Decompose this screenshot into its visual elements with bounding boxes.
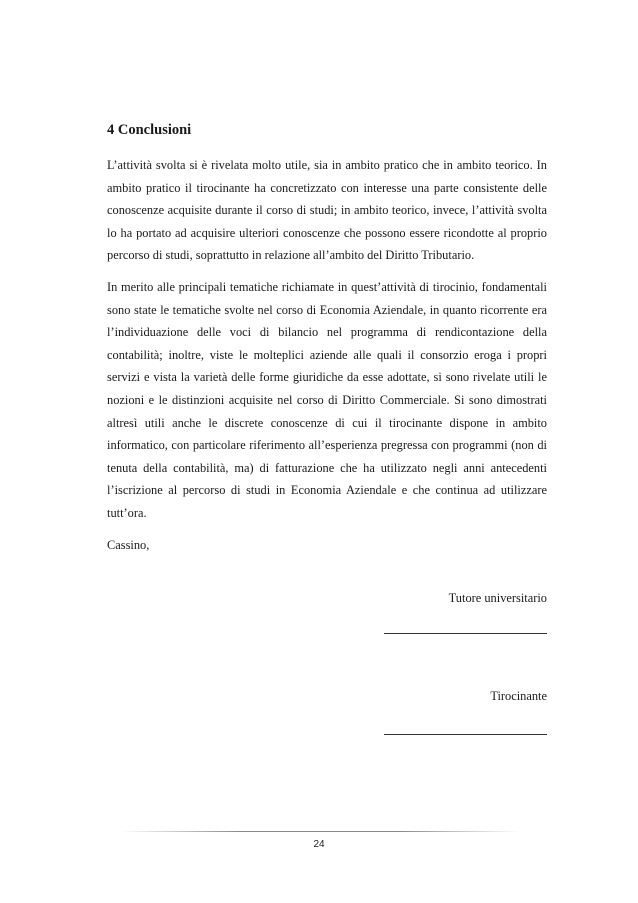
- place-text: Cassino,: [107, 537, 150, 552]
- tutor-signature-label: Tutore universitario: [448, 591, 547, 605]
- intern-signature-line: [384, 734, 547, 735]
- page-body: [107, 120, 547, 556]
- tutor-signature-line: [384, 633, 547, 634]
- intern-signature-label: Tirocinante: [490, 689, 547, 703]
- paragraph-1: L’attività svolta si è rivelata molto utile, sia in ambito pratico che in ambito teorico. In ambito pratico il tirocinante ha concretizzato con interesse una parte consistente delle conoscenze acquisite durante il corso di studi; in ambito teorico, invece, l’attività svolta lo ha portato ad acquisire ulteriori conoscenze che possono essere ricondotte al proprio percorso di studi, soprattutto in relazione all’ambito del Diritto Tributario.: [107, 158, 547, 263]
- footer-divider: [120, 831, 520, 832]
- page-number: 24: [313, 839, 325, 850]
- section-heading: 4 Conclusioni: [107, 122, 192, 138]
- paragraph-2: In merito alle principali tematiche richiamate in quest’attività di tirocinio, fondamentali sono state le tematiche svolte nel corso di Economia Aziendale, in quanto ricorrente era l’individuazione delle voci di bilancio nel programma di rendicontazione della contabilità; inoltre, viste le molteplici aziende alle quali il consorzio eroga i propri servizi e vista la varietà delle forme giuridiche da esse adottate, si sono rivelate utili le nozioni e le distinzioni acquisite nel corso di Diritto Commerciale. Si sono dimostrati altresì utili anche le discrete conoscenze di cui il tirocinante dispone in ambito informatico, con particolare riferimento all’esperienza pregressa con programmi (non di tenuta della contabilità, ma) di fatturazione che ha utilizzato negli anni antecedenti l’iscrizione al percorso di studi in Economia Aziendale e che continua ad utilizzare tutt’ora.: [107, 279, 547, 520]
